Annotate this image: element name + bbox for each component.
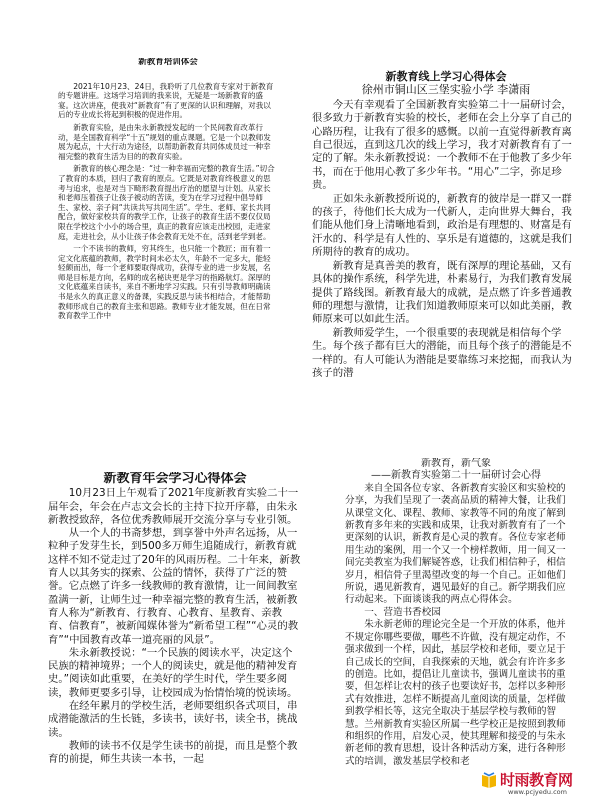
document-author: 徐州市铜山区三堡实验小学 李潇雨 (361, 83, 531, 97)
paragraph: 教师的读书不仅是学生读书的前提，而且是整个教育的前提，师生共读一本书，一起 (48, 739, 298, 766)
paragraph: 2021年10月23、24日，我聆听了几位教育专家对于新教育的专题讲座。这场学习培训的我来说，无疑是一场新教育的盛宴。这次讲座，使我对“新教育”有了更深的认识和理解，对我以后的专业成长将起到积极的促进作用。 (58, 81, 274, 120)
paragraph: 今天有幸观看了全国新教育实验第二十一届研讨会，很多致力于新教育实验的校长，老师在会上分享了自己的心路历程，让我有了很多的感慨。以前一直觉得新教育离自己很远，直到这几次的线上学习，我才对新教育有了一定的了解。朱永新教授说：一个教师不在于他教了多少年书，而在于他用心教了多少年书。“用心”二字，弥足珍贵。 (312, 98, 572, 192)
watermark-name: 时雨教育网 (500, 771, 573, 789)
watermark-url: www.pcjyedu.com (508, 788, 567, 796)
paragraph: 新教师爱学生，一个很重要的表现就是相信每个学生。每个孩子都有巨大的潜能，而且每个孩子的潜能是不一样的。有人可能认为潜能是要靠练习来挖掘，而我认为孩子的潜 (312, 326, 572, 379)
document-title: 新教育年会学习心得体会 (103, 472, 247, 486)
document-bottom-left (48, 472, 302, 799)
section-heading: 一、营造书香校园 (364, 606, 441, 618)
document-title: 新教育线上学习心得体会 (385, 70, 507, 83)
paragraph: 新教育实验，是由朱永新教授发起的一个民间教育改革行动，是全国教育科学“十五”规划的重点课题。它是一个以教师发展为起点，十大行动为途径，以帮助新教育共同体成员过一种幸福完整的教育生活为目的的教育实验。 (58, 122, 271, 161)
paragraph: 一个不读书的教师，穷其终生，也只能一个教匠；而有着一定文化底蕴的教师，教学时间未必太久，年龄不一定多大，能轻轻颇而出，每一个老师要取得成功，获得专业的进一步发展，名师是目标是方向，名师的成名秘诀更是学习的指路航灯。深厚的文化底蕴来自读书，来自不断地学习实践。只有引导教师明确读书是永久的真正意义的备课，实践反思与读书相结合，才能帮助教师形成自己的教育主张和思路。教师专业才能发展，但在日常教育教学工作中 (58, 244, 271, 321)
paragraph: 在经年累月的学校生活，老师要组织各式项目，串成潜能激活的生长链，多读书，读好书，读全书，挑战读。 (48, 700, 298, 739)
document-title: 新教育培训体会 (138, 58, 198, 67)
paragraph: 新教育的核心理念是：“过一种幸福而完整的教育生活。”切合了教育的本质，回归了教育的原点。它既是对教育终极意义的思考与追求，也是对当下畸形教育提出疗治的愿望与计划。从家长和老师压着孩子让孩子被动的苦读，变为在学习过程中倡导师生、家校、亲子间“共读共写共同生活”。学生、老师、家长共同配合，做好家校共育的教学工作，让孩子的教育生活不要仅仅局限在学校这个小小的场合里，真正的教育应该走出校园，走进家庭，走进社会，从小让孩子体会教育无处不在，活到老学到老。 (58, 164, 275, 241)
paragraph: 来自全国各位专家、各新教育实验区和实验校的分享，为我们呈现了一袭高品质的精神大餐，让我们从课堂文化、课程、教师、家教等不同的角度了解到新教育多年来的实践和成果，让我对新教育有了一个更深刻的认识，新教育是心灵的教育。各位专家老师用生动的案例，用一个又一个榜样教师，用一间又一间完美教室为我们解疑答惑，让我们相信种子，相信岁月，相信骨子里渴望改变的每一个自己。正如他们所说，遇见新教育，遇见最好的自己。新学期我们应行动起来。下面谈谈我的两点心得体会。 (345, 482, 566, 606)
paragraph: 朱永新老师的理论完全是一个开放的体系，他并不规定你哪些要做，哪些不许做，没有规定动作，不强求做到一个样，因此，基层学校和老师，要立足于自己成长的空间，自我探索的天地，就会有许许多多的创造。比如，提倡让儿童读书，强调儿童读书的重要，但怎样让农村的孩子也要读好书，怎样以多种形式有效推进，怎样不断提高儿童阅读的质量，怎样做到教学相长等，这完全取决于基层学校与教师的智慧。兰州新教育实验区所属一些学校正是按照到教师和组织的作用，启发心灵，使其理解和接受的与朱永新老师的教育思想，设计各种活动方案，进行各种形式的培训，激发基层学校和老 (345, 619, 566, 767)
paragraph: 朱永新教授说：“一个民族的阅读水平，决定这个民族的精神境界；一个人的阅读史，就是他的精神发育史。”阅读如此重要，在美好的学生时代，学生要多阅读，教师更要多引导，让校园成为怡情怡境的悦读场。 (48, 646, 298, 699)
paragraph: 新教育是真善美的教育，既有深厚的理论基础，又有具体的操作系统，科学先进，朴素易行，为我们教育发展提供了路线图。新教育最大的成就，是点燃了许多普通教师的理想与激情，让我们知道教师原来可以如此美丽，教师原来可以如此生活。 (312, 259, 572, 326)
document-top-right (312, 70, 580, 410)
document-bottom-right (345, 458, 567, 799)
watermark-logo (478, 768, 596, 798)
document-top-left (58, 58, 278, 433)
document-title: 新教育，新气象 (421, 458, 491, 469)
paragraph: 从一个人的书斋梦想，到享誉中外声名远扬，从一粒种子发芽生长，到500多万师生追随成行，新教育就这样不知不觉走过了20年的风雨历程。二十年来，新教育人以其务实的探索、公益的情怀，获得了广泛的赞誉。它点燃了许多一线教师的教育激情，让一间间教室盈满一新，让师生过一种幸福完整的教育生活，被新教育人称为“新教育、行教育、心教育、星教育、亲教育、信教育”，被新闻媒体誉为“新希望工程”“心灵的教育”“中国教育改革一道亮丽的风景”。 (48, 527, 301, 646)
book-logo-icon (480, 771, 498, 789)
document-subtitle: ——新教育实验第二十一届研讨会心得 (371, 470, 541, 482)
paragraph: 正如朱永新教授所说的，新教育的彼岸是一群又一群的孩子，待他们长大成为一代新人，走向世界大舞台，我们能从他们身上清晰地看到，政治是有理想的、财富是有汗水的、科学是有人性的、享乐是有道德的，这就是我们所期待的教育的成功。 (312, 192, 572, 259)
paragraph: 10月23日上午观看了2021年度新教育实验二十一届年会，年会在卢志文会长的主持下拉开序幕，由朱永新教授致辞，各位优秀教师展开交流分享与专业引领。 (48, 487, 299, 526)
